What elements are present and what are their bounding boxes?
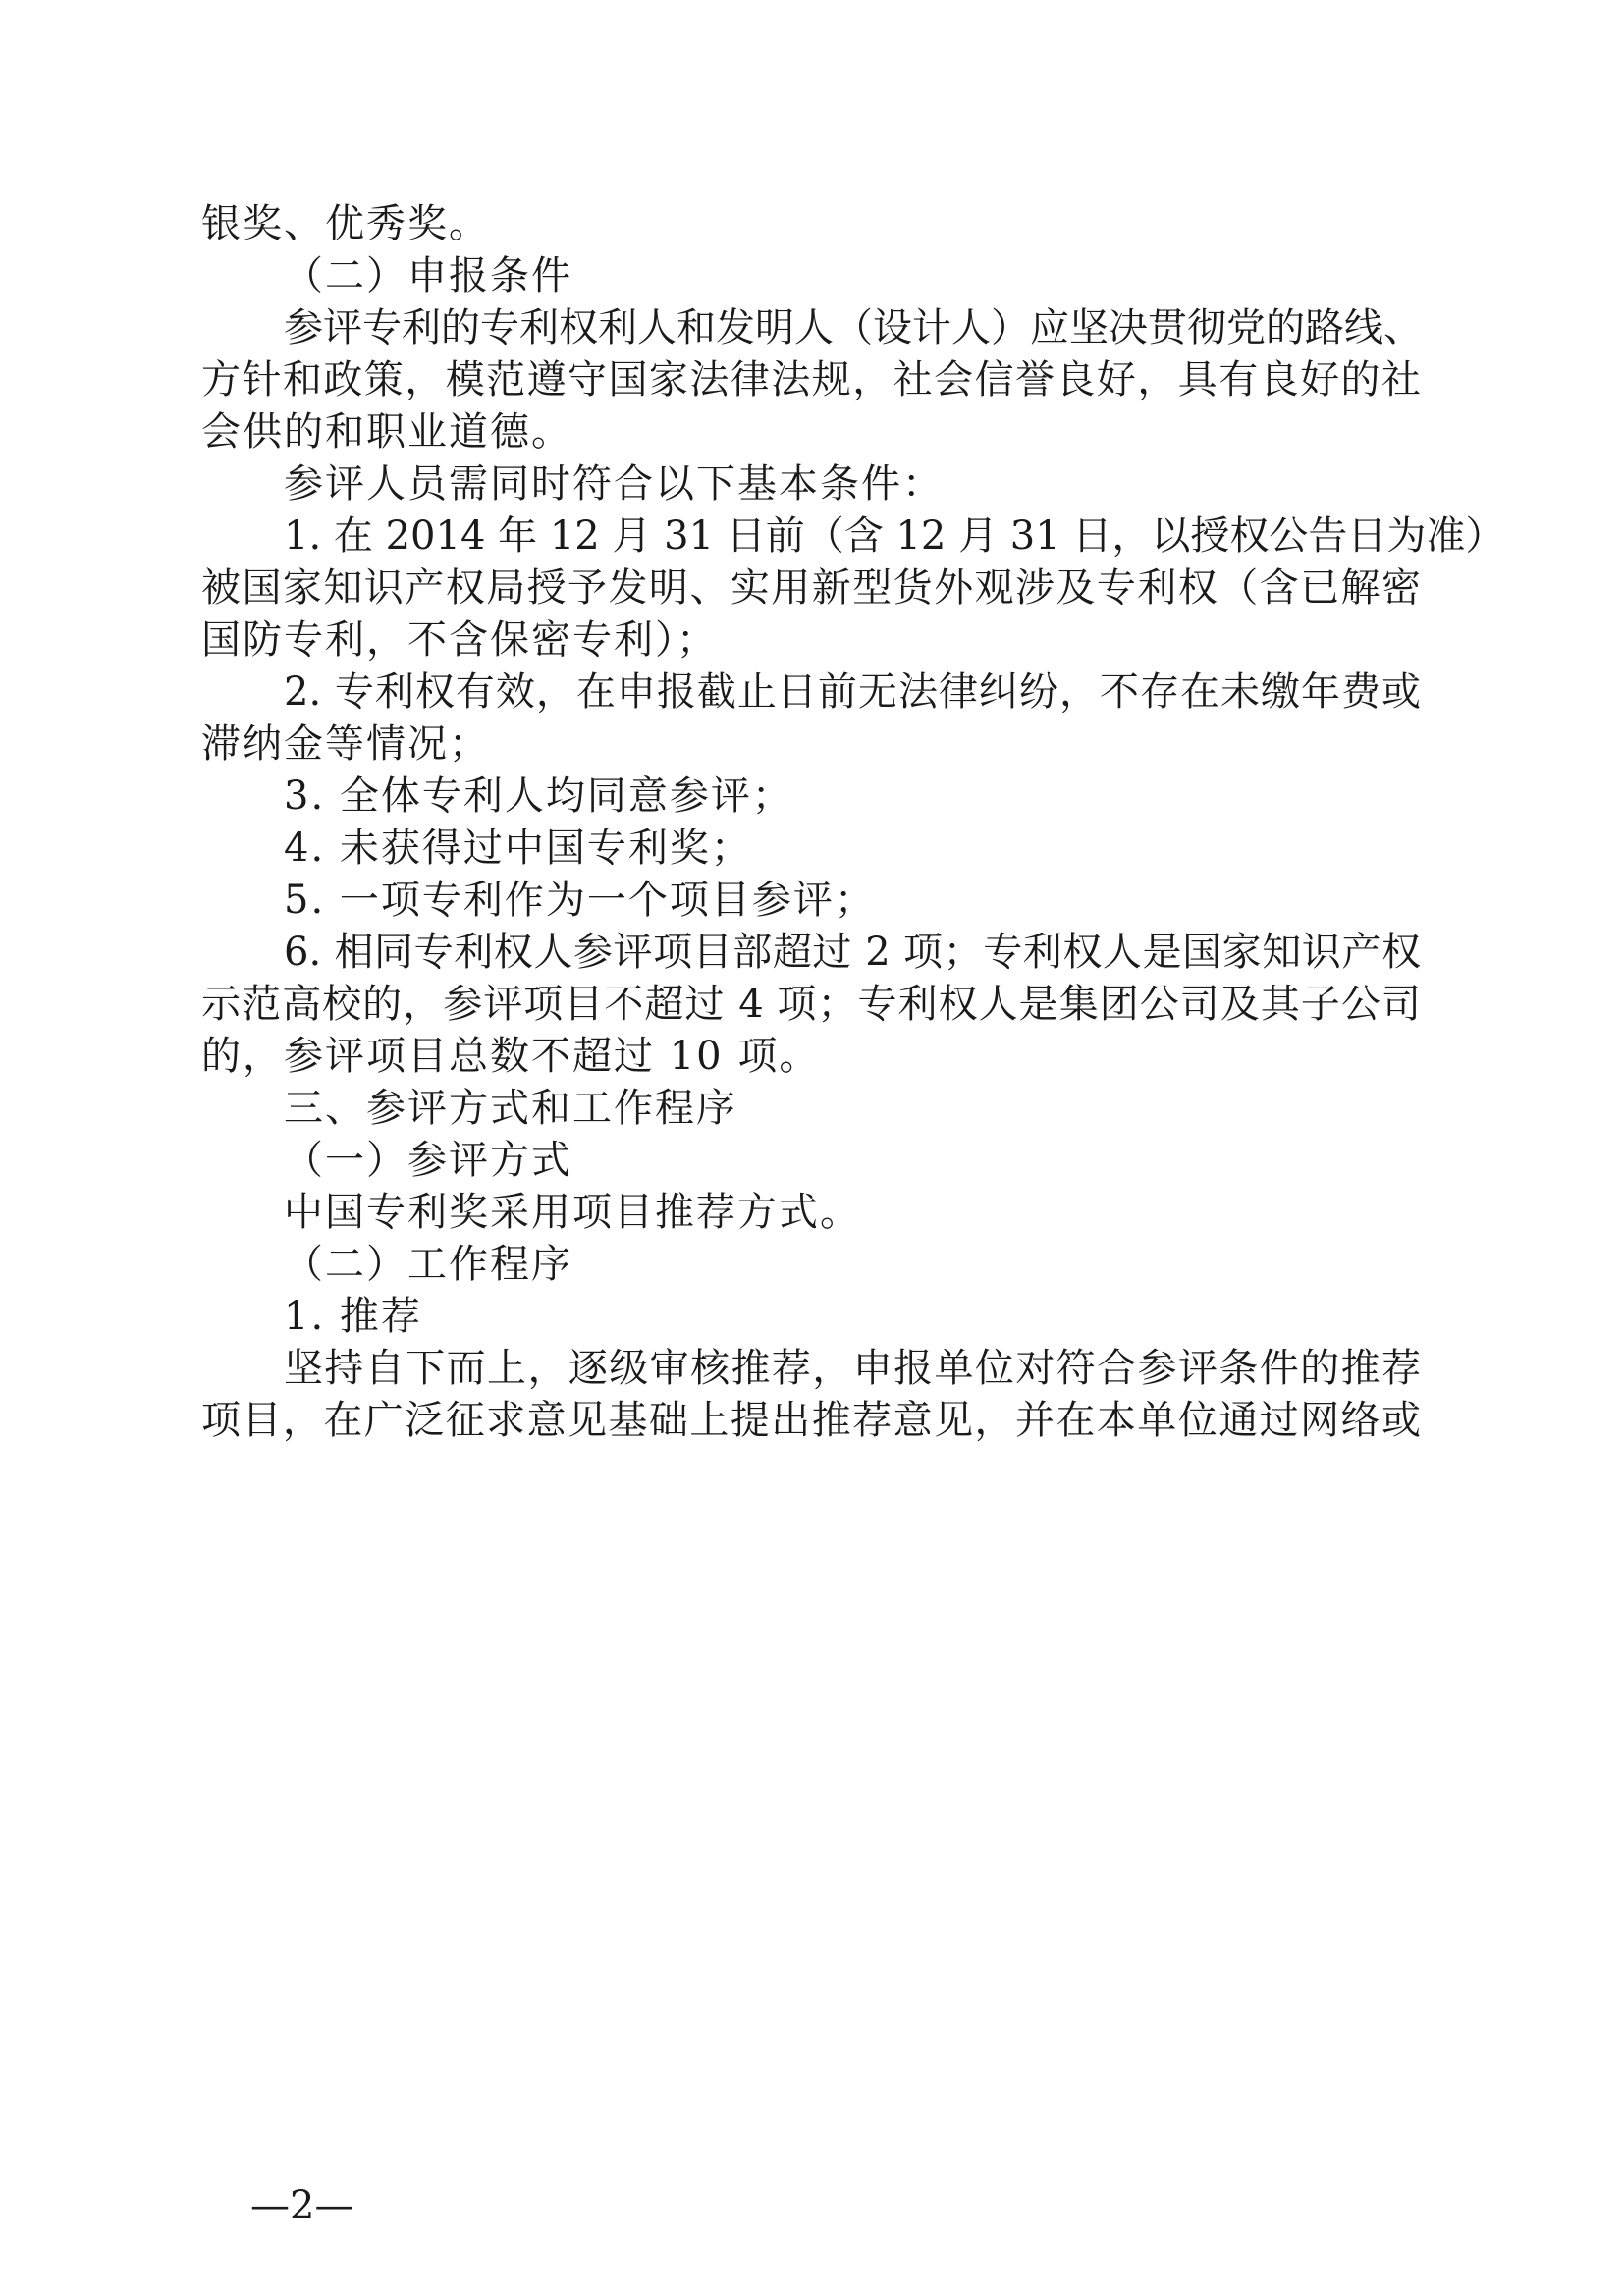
list-item: 6. 相同专利权人参评项目部超过 2 项；专利权人是国家知识产权 xyxy=(284,930,1421,975)
list-item: 示范高校的，参评项目不超过 4 项；专利权人是集团公司及其子公司 xyxy=(201,982,1421,1027)
paragraph-line: 中国专利奖采用项目推荐方式。 xyxy=(284,1190,861,1235)
list-item: 4. 未获得过中国专利奖； xyxy=(284,826,752,871)
paragraph-line: 参评人员需同时符合以下基本条件： xyxy=(284,461,944,507)
list-item: 被国家知识产权局授予发明、实用新型货外观涉及专利权（含已解密 xyxy=(201,565,1421,611)
paragraph-line: 方针和政策，模范遵守国家法律法规，社会信誉良好，具有良好的社 xyxy=(201,357,1421,402)
list-item: 5. 一项专利作为一个项目参评； xyxy=(284,878,876,923)
subsection-heading: （二）工作程序 xyxy=(284,1242,572,1287)
paragraph-line: 参评专利的专利权利人和发明人（设计人）应坚决贯彻党的路线、 xyxy=(284,305,1423,350)
subsection-heading: （一）参评方式 xyxy=(284,1138,572,1183)
paragraph-line: 坚持自下而上，逐级审核推荐，申报单位对符合参评条件的推荐 xyxy=(284,1346,1421,1391)
page-number: —2— xyxy=(250,2183,354,2228)
list-item: 1. 在 2014 年 12 月 31 日前（含 12 月 31 日，以授权公告日为准） xyxy=(284,513,1505,559)
list-item: 国防专利，不含保密专利）； xyxy=(201,617,718,663)
list-item: 滞纳金等情况； xyxy=(201,721,490,767)
list-item: 2. 专利权有效，在申报截止日前无法律纠纷，不存在未缴年费或 xyxy=(284,669,1421,715)
section-heading: 三、参评方式和工作程序 xyxy=(284,1086,737,1131)
paragraph-line: 会供的和职业道德。 xyxy=(201,409,572,454)
list-item: 的，参评项目总数不超过 10 项。 xyxy=(201,1034,821,1079)
text-line: 银奖、优秀奖。 xyxy=(201,201,490,246)
paragraph-line: 项目，在广泛征求意见基础上提出推荐意见，并在本单位通过网络或 xyxy=(201,1398,1421,1443)
subsection-heading: 1. 推荐 xyxy=(284,1294,422,1339)
list-item: 3. 全体专利人均同意参评； xyxy=(284,774,793,819)
section-heading: （二）申报条件 xyxy=(284,253,572,298)
